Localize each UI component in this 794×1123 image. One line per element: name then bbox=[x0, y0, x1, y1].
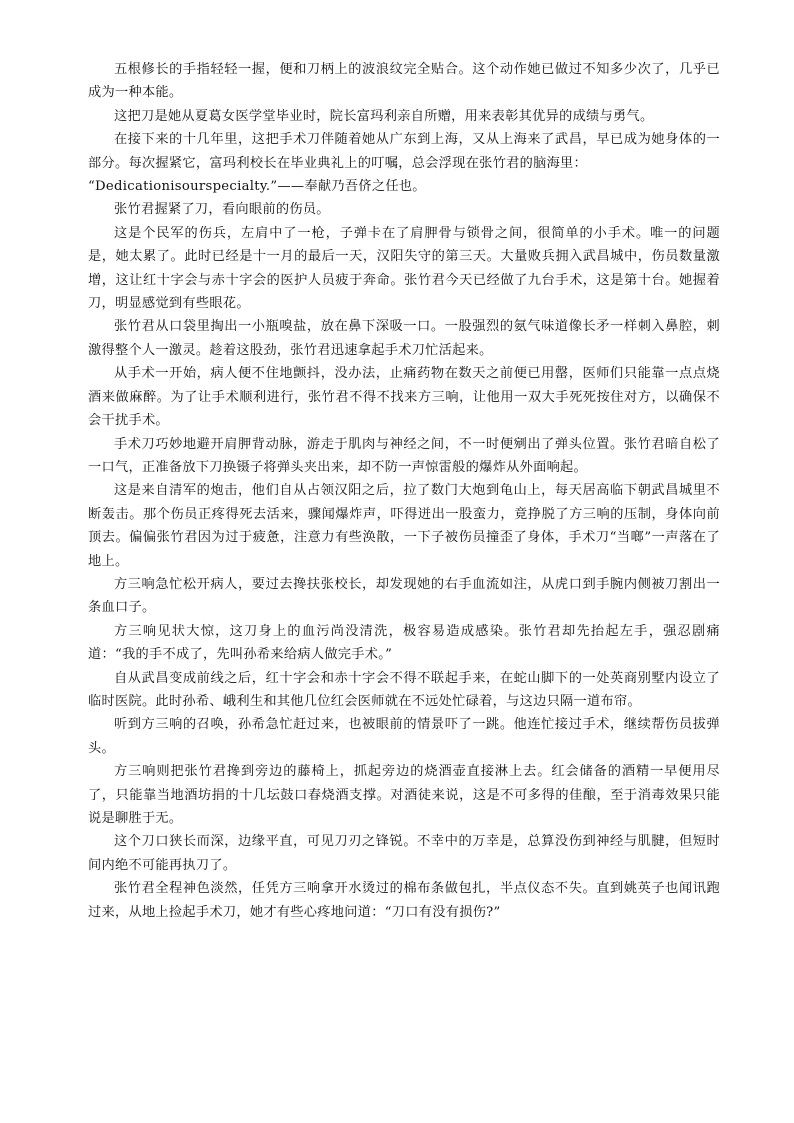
paragraph-2: 这把刀是她从夏葛女医学堂毕业时，院长富玛利亲自所赠，用来表彰其优异的成绩与勇气。 bbox=[114, 108, 654, 124]
paragraph-9: 手术刀巧妙地避开肩胛背动脉，游走于肌肉与神经之间，不一时便剜出了弹头位置。张竹君暗自松了一口气，正准备放下刀换镊子将弹头夹出来，却不防一声惊雷般的爆炸从外面响起。 bbox=[88, 436, 720, 475]
paragraph-6: 这是个民军的伤兵，左肩中了一枪，子弹卡在了肩胛骨与锁骨之间，很简单的小手术。唯一的问题是，她太累了。此时已经是十一月的最后一天，汉阳失守的第三天。大量败兵拥入武昌城中，伤员数量激增，这让红十字会与赤十字会的医护人员疲于奔命。张竹君今天已经做了九台手术，这是第十台。她握着刀，明显感觉到有些眼花。 bbox=[88, 225, 720, 312]
paragraph-7: 张竹君从口袋里掏出一小瓶嗅盐，放在鼻下深吸一口。一股强烈的氨气味道像长矛一样刺入鼻腔，刺激得整个人一激灵。趁着这股劲，张竹君迅速拿起手术刀忙活起来。 bbox=[88, 319, 720, 358]
paragraph-13: 自从武昌变成前线之后，红十字会和赤十字会不得不联起手来，在蛇山脚下的一处英商别墅内设立了临时医院。此时孙希、峨利生和其他几位红会医师就在不远处忙碌着，与这边只隔一道布帘。 bbox=[88, 670, 720, 709]
paragraph-10: 这是来自清军的炮击，他们自从占领汉阳之后，拉了数门大炮到龟山上，每天居高临下朝武昌城里不断轰击。那个伤员正疼得死去活来，骤闻爆炸声，吓得迸出一股蛮力，竟挣脱了方三响的压制，身体向前顶去。偏偏张竹君因为过于疲惫，注意力有些涣散，一下子被伤员撞歪了身体，手术刀“当啷”一声落在了地上。 bbox=[88, 483, 720, 569]
article-body bbox=[88, 58, 720, 924]
paragraph-5: 张竹君握紧了刀，看向眼前的伤员。 bbox=[114, 202, 330, 218]
paragraph-3: 在接下来的十几年里，这把手术刀伴随着她从广东到上海，又从上海来了武昌，早已成为她身体的一部分。每次握紧它，富玛利校长在毕业典礼上的叮嘱，总会浮现在张竹君的脑海里： bbox=[88, 132, 720, 171]
paragraph-11: 方三响急忙松开病人，要过去搀扶张校长，却发现她的右手血流如注，从虎口到手腕内侧被刀割出一条血口子。 bbox=[88, 576, 720, 616]
paragraph-16: 这个刀口狭长而深，边缘平直，可见刀刃之锋锐。不幸中的万幸是，总算没伤到神经与肌腱，但短时间内绝不可能再执刀了。 bbox=[88, 834, 720, 873]
paragraph-14: 听到方三响的召唤，孙希急忙赶过来，也被眼前的情景吓了一跳。他连忙接过手术，继续帮伤员拔弹头。 bbox=[88, 717, 720, 756]
quote-motto: “Dedicationisourspecialty.”——奉献乃吾侪之任也。 bbox=[88, 179, 426, 195]
paragraph-15: 方三响则把张竹君搀到旁边的藤椅上，抓起旁边的烧酒壶直接淋上去。红会储备的酒精一早便用尽了，只能靠当地酒坊捐的十几坛鼓口春烧酒支撑。对酒徒来说，这是不可多得的佳酿，至于消毒效果只能说是聊胜于无。 bbox=[88, 764, 720, 826]
paragraph-8: 从手术一开始，病人便不住地颤抖，没办法，止痛药物在数天之前便已用罄，医师们只能靠一点点烧酒来做麻醉。为了让手术顺利进行，张竹君不得不找来方三响，让他用一双大手死死按住对方，以确保不会干扰手术。 bbox=[88, 366, 720, 429]
paragraph-12: 方三响见状大惊，这刀身上的血污尚没清洗，极容易造成感染。张竹君却先抬起左手，强忍剧痛道：“我的手不成了，先叫孙希来给病人做完手术。” bbox=[88, 623, 720, 663]
paragraph-17: 张竹君全程神色淡然，任凭方三响拿开水烫过的棉布条做包扎，半点仪态不失。直到姚英子也闻讯跑过来，从地上捡起手术刀，她才有些心疼地问道：“刀口有没有损伤?” bbox=[88, 881, 720, 920]
paragraph-1: 五根修长的手指轻轻一握，便和刀柄上的波浪纹完全贴合。这个动作她已做过不知多少次了，几乎已成为一种本能。 bbox=[88, 62, 720, 101]
